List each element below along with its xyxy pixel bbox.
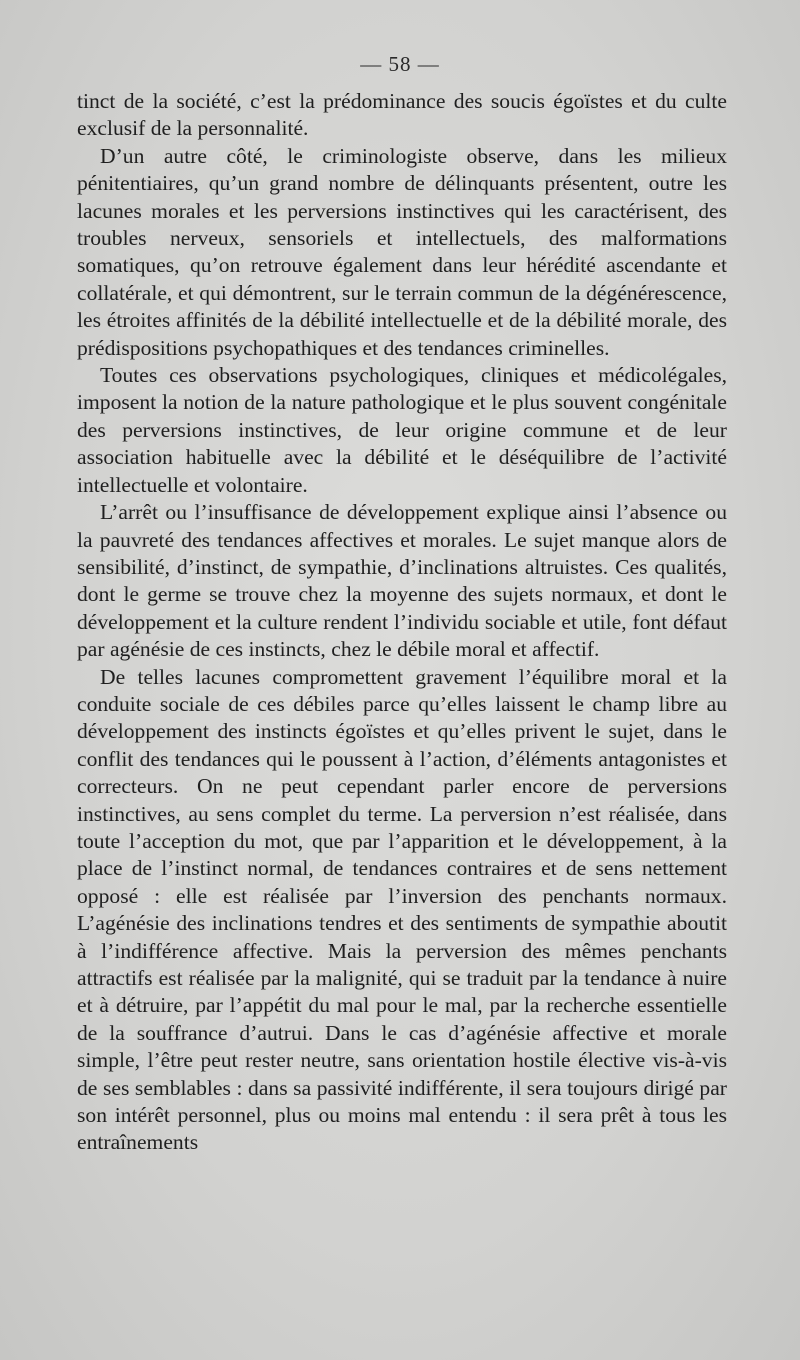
- paragraph-continuation: tinct de la société, c’est la prédominance des soucis égoïstes et du culte exclusif de la personnalité.: [77, 89, 727, 141]
- paragraph: L’arrêt ou l’insuffisance de développement explique ainsi l’absence ou la pauvreté des tendances affectives et morales. Le sujet manque alors de sensibilité, d’instinct, de sympathie, d’inclinations altruistes. Ces qualités, dont le germe se trouve chez la moyenne des sujets normaux, et dont le développement et la culture rendent l’individu sociable et utile, font défaut par agénésie de ces instincts, chez le débile moral et affectif.: [77, 500, 727, 662]
- paragraph: De telles lacunes compromettent gravement l’équilibre moral et la conduite sociale de ces débiles parce qu’elles laissent le champ libre au développement des instincts égoïstes et qu’elles privent le sujet, dans le conflit des tendances qui le poussent à l’action, d’éléments antagonistes et correcteurs. On ne peut cependant parler encore de perversions instinctives, au sens complet du terme. La perversion n’est réalisée, dans toute l’acception du mot, que par l’apparition et le développement, à la place de l’instinct normal, de tendances contraires et de sens nettement opposé : elle est réalisée par l’inversion des penchants normaux. L’agénésie des inclinations tendres et des sentiments de sympathie aboutit à l’indifférence affective. Mais la perversion des mêmes penchants attractifs est réalisée par la malignité, qui se traduit par la tendance à nuire et à détruire, par l’appétit du mal pour le mal, par la recherche essentielle de la souffrance d’autrui. Dans le cas d’agénésie affective et morale simple, l’être peut rester neutre, sans orientation hostile élective vis-à-vis de ses semblables : dans sa passivité indifférente, il sera toujours dirigé par son intérêt personnel, plus ou moins mal entendu : il sera prêt à tous les entraînements: [77, 664, 727, 1155]
- body-text: [77, 88, 727, 1157]
- paragraph: D’un autre côté, le criminologiste observe, dans les milieux pénitentiaires, qu’un grand nombre de délinquants présentent, outre les lacunes morales et les perversions instinctives qui les caractérisent, des troubles nerveux, sensoriels et intellectuels, des malformations somatiques, qu’on retrouve également dans leur hérédité ascendante et collatérale, et qui démontrent, sur le terrain commun de la dégénérescence, les étroites affinités de la débilité intellectuelle et de la débilité morale, des prédispositions psychopathiques et des tendances criminelles.: [77, 143, 727, 360]
- paragraph: Toutes ces observations psychologiques, cliniques et médicolégales, imposent la notion de la nature pathologique et le plus souvent congénitale des perversions instinctives, de leur origine commune et de leur association habituelle avec la débilité et le déséquilibre de l’activité intellectuelle et volontaire.: [77, 363, 727, 497]
- page-number: — 58 —: [360, 52, 440, 76]
